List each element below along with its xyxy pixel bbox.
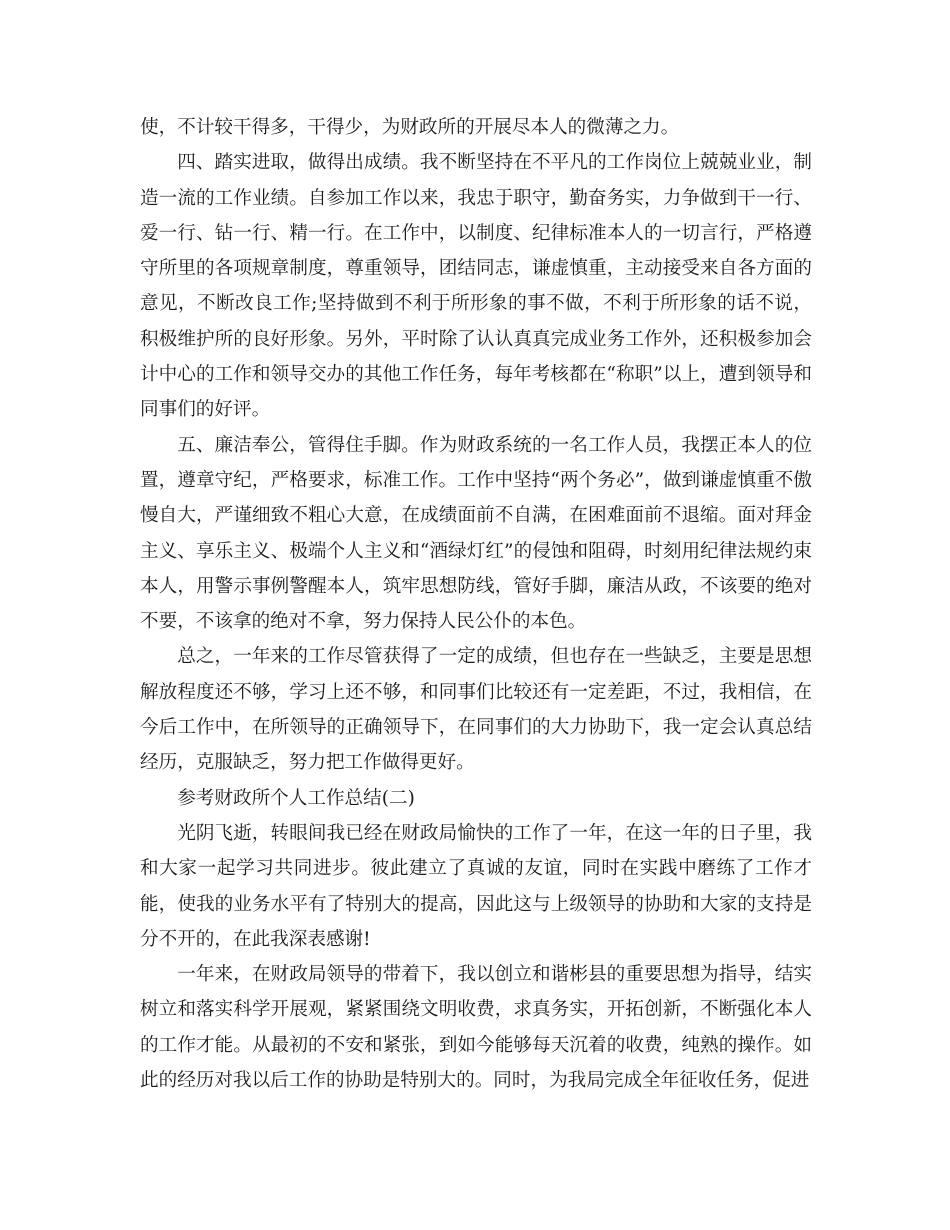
- paragraph-section-four: 四、踏实进取，做得出成绩。我不断坚持在不平凡的工作岗位上兢兢业业，制造一流的工作业绩。自参加工作以来，我忠于职守，勤奋务实，力争做到干一行、爱一行、钻一行、精一行。在工作中，以制度、纪律标准本人的一切言行，严格遵守所里的各项规章制度，尊重领导，团结同志，谦虚慎重，主动接受来自各方面的意见，不断改良工作;坚持做到不利于所形象的事不做，不利于所形象的话不说，积极维护所的良好形象。另外，平时除了认认真真完成业务工作外，还积极参加会计中心的工作和领导交办的其他工作任务，每年考核都在“称职”以上，遭到领导和同事们的好评。: [140, 152, 812, 421]
- section-heading: 参考财政所个人工作总结(二): [177, 787, 415, 809]
- paragraph-section-five: 五、廉洁奉公，管得住手脚。作为财政系统的一名工作人员，我摆正本人的位置，遵章守纪，严格要求，标准工作。工作中坚持“两个务必”，做到谦虚慎重不傲慢自大，严谨细致不粗心大意，在成绩面前不自满，在困难面前不退缩。面对拜金主义、享乐主义、极端个人主义和“酒绿灯红”的侵蚀和阻碍，时刻用纪律法规约束本人，用警示事例警醒本人，筑牢思想防线，管好手脚，廉洁从政，不该要的绝对不要，不该拿的绝对不拿，努力保持人民公仆的本色。: [140, 434, 812, 633]
- paragraph-conclusion: 总之，一年来的工作尽管获得了一定的成绩，但也存在一些缺乏，主要是思想解放程度还不够，学习上还不够，和同事们比较还有一定差距，不过，我相信，在今后工作中，在所领导的正确领导下，在同事们的大力协助下，我一定会认真总结经历，克服缺乏，努力把工作做得更好。: [140, 646, 812, 774]
- paragraph-continuation: 使，不计较干得多，干得少，为财政所的开展尽本人的微薄之力。: [140, 117, 680, 138]
- document-body: [140, 110, 812, 1098]
- paragraph-intro-two: 光阴飞逝，转眼间我已经在财政局愉快的工作了一年，在这一年的日子里，我和大家一起学习共同进步。彼此建立了真诚的友谊，同时在实践中磨练了工作才能，使我的业务水平有了特别大的提高，因此这与上级领导的协助和大家的支持是分不开的，在此我深表感谢!: [140, 822, 812, 950]
- paragraph-year-review: 一年来，在财政局领导的带着下，我以创立和谐彬县的重要思想为指导，结实树立和落实科学开展观，紧紧围绕文明收费，求真务实，开拓创新，不断强化本人的工作才能。从最初的不安和紧张，到如今能够每天沉着的收费，纯熟的操作。如此的经历对我以后工作的协助是特别大的。同时，为我局完成全年征收任务，促进: [140, 964, 812, 1092]
